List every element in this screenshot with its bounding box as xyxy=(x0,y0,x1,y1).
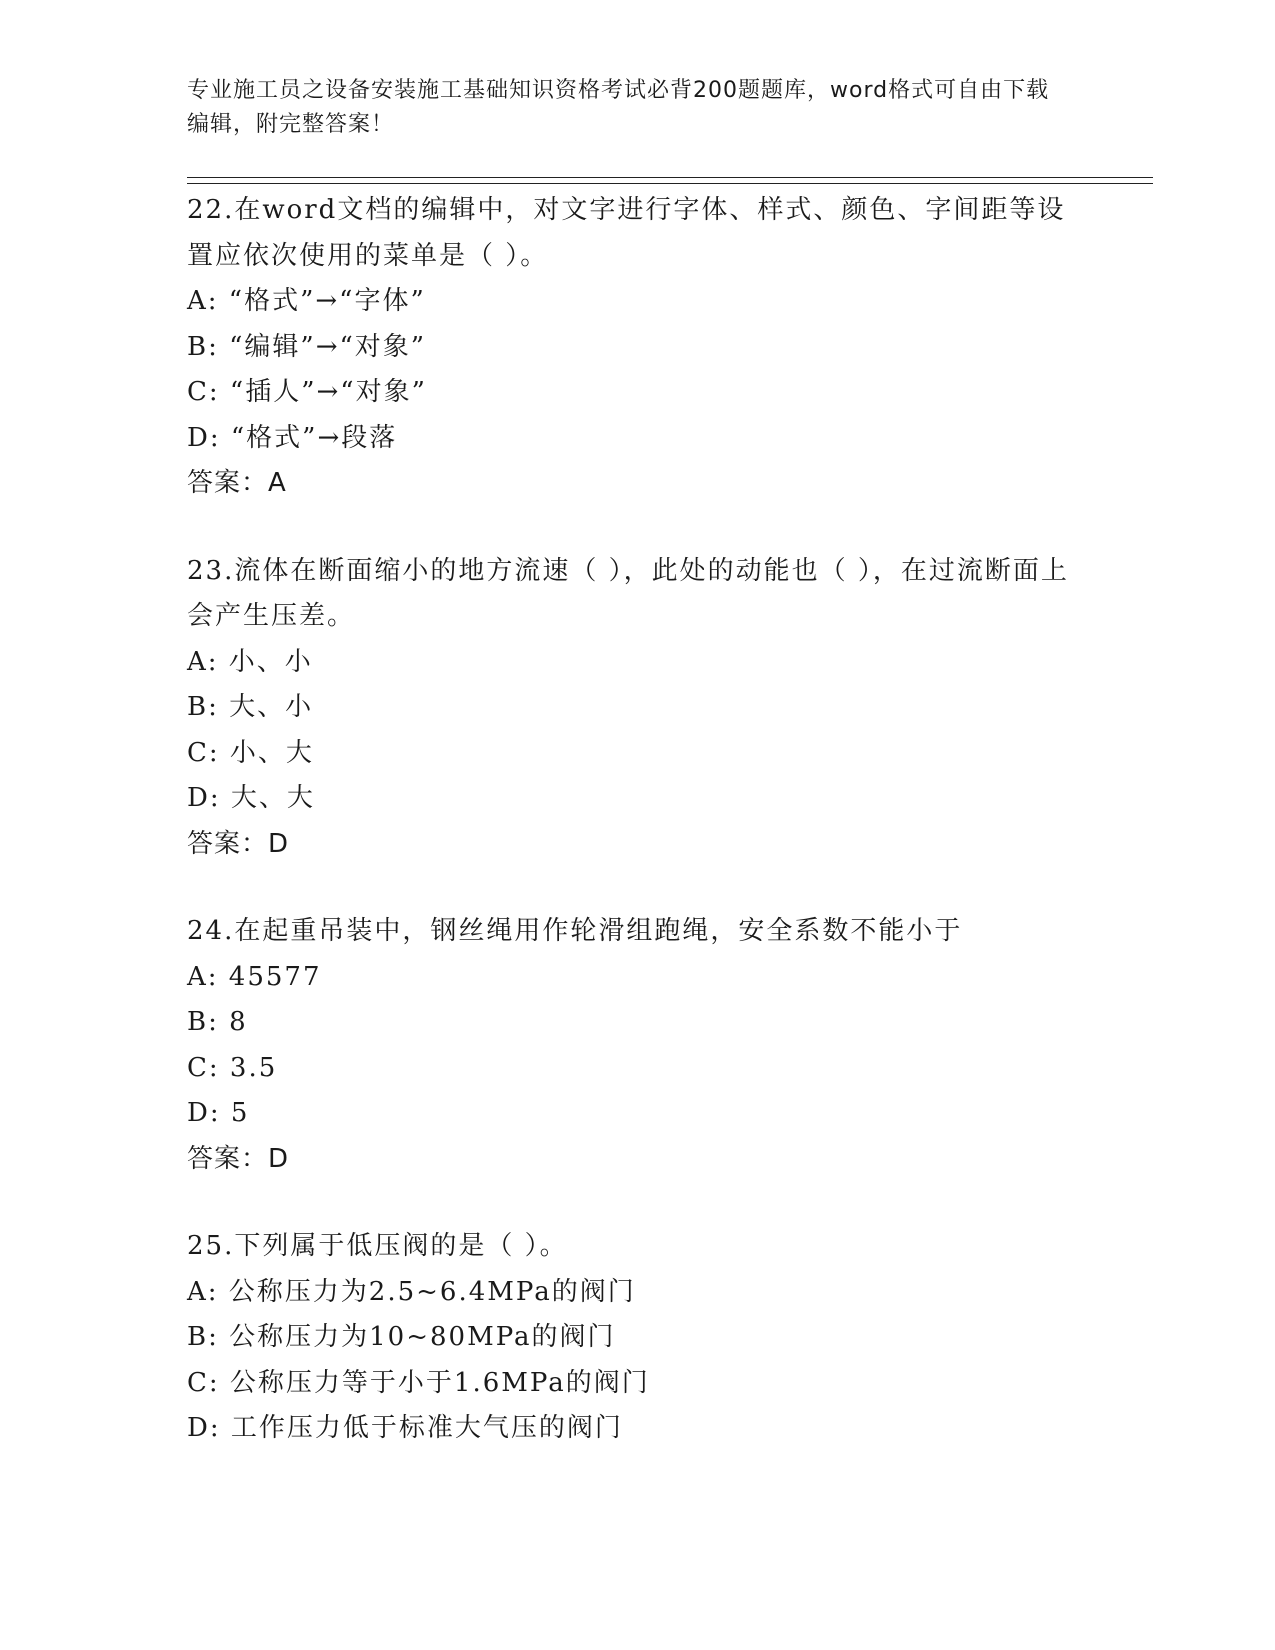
option-d: D: 大、大 xyxy=(187,783,315,813)
answer: 答案：D xyxy=(187,1143,290,1174)
document-header: 专业施工员之设备安装施工基础知识资格考试必背200题题库，word格式可自由下载编辑，附完整答案！ xyxy=(187,78,1050,137)
option-c: C: 公称压力等于小于1.6MPa的阀门 xyxy=(187,1367,650,1398)
question-list xyxy=(187,188,1087,1494)
question-24 xyxy=(187,909,1087,1182)
answer: 答案：D xyxy=(187,828,290,859)
question-23 xyxy=(187,549,1087,868)
option-a: A: 45577 xyxy=(187,961,322,992)
question-text: 23.流体在断面缩小的地方流速（ ），此处的动能也（ ），在过流断面上会产生压差。 xyxy=(187,555,1069,631)
option-c: C: 3.5 xyxy=(187,1052,278,1083)
option-c: C: “插人”→“对象” xyxy=(187,377,427,407)
option-c: C: 小、大 xyxy=(187,737,314,768)
option-b: B: 大、小 xyxy=(187,692,314,722)
option-d: D: 工作压力低于标准大气压的阀门 xyxy=(187,1413,623,1443)
question-22 xyxy=(187,188,1087,507)
option-a: A: 小、小 xyxy=(187,646,313,677)
header-rule-top xyxy=(187,177,1153,178)
option-a: A: “格式”→“字体” xyxy=(187,286,426,316)
option-d: D: 5 xyxy=(187,1098,250,1128)
header-rule-bottom xyxy=(187,183,1153,184)
answer: 答案：A xyxy=(187,468,287,498)
question-25 xyxy=(187,1224,1087,1452)
question-text: 25.下列属于低压阀的是（ ）。 xyxy=(187,1231,568,1261)
question-text: 24.在起重吊装中，钢丝绳用作轮滑组跑绳，安全系数不能小于 xyxy=(187,916,963,946)
option-a: A: 公称压力为2.5~6.4MPa的阀门 xyxy=(187,1276,636,1307)
option-b: B: 8 xyxy=(187,1007,248,1037)
question-text: 22.在word文档的编辑中，对文字进行字体、样式、颜色、字间距等设置应依次使用的菜单是（ ）。 xyxy=(187,195,1066,271)
option-d: D: “格式”→段落 xyxy=(187,422,398,453)
option-b: B: “编辑”→“对象” xyxy=(187,331,427,362)
option-b: B: 公称压力为10~80MPa的阀门 xyxy=(187,1322,616,1352)
